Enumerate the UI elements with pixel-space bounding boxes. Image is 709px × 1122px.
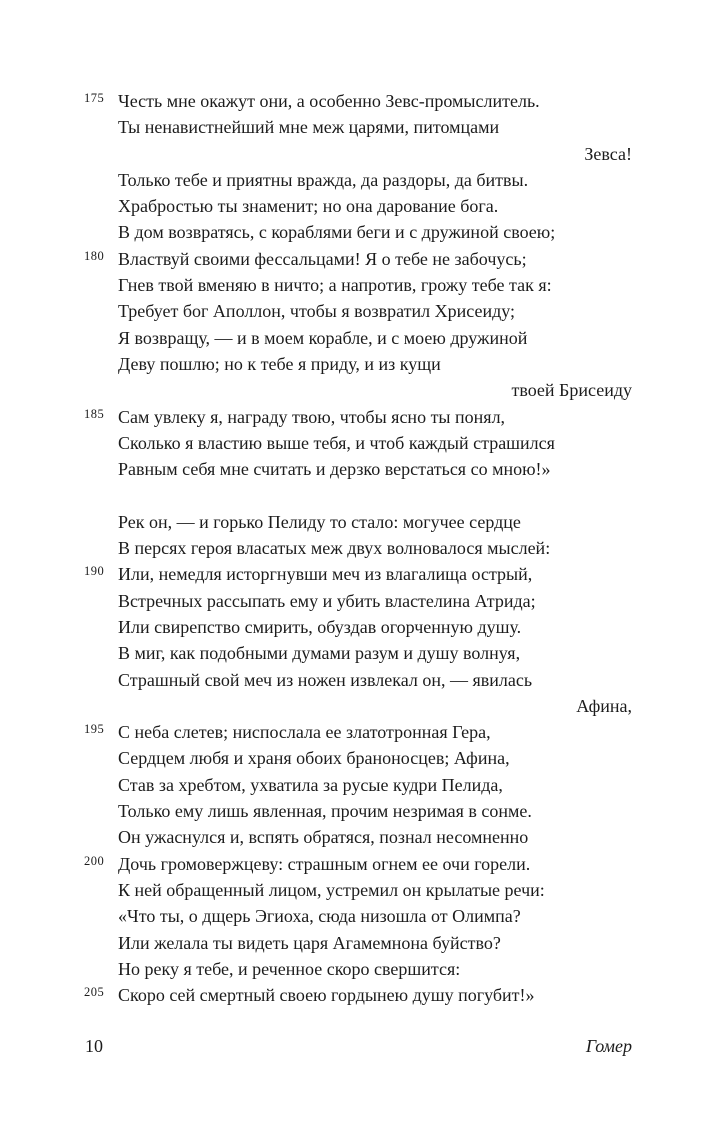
verse-text: Он ужаснулся и, вспять обратяся, познал несомненно <box>118 827 529 848</box>
verse-line <box>118 193 632 219</box>
poem-text-block <box>84 88 632 1008</box>
verse-line <box>84 88 632 114</box>
verse-line <box>118 535 632 561</box>
verse-text: Афина, <box>576 695 632 716</box>
verse-line <box>84 719 632 745</box>
verse-text: В персях героя власатых меж двух волновалося мыслей: <box>118 538 551 559</box>
verse-text: Ты ненавистнейший мне меж царями, питомцами <box>118 117 500 138</box>
verse-text: Гнев твой вменяю в ничто; а напротив, грожу тебе так я: <box>118 275 552 296</box>
verse-line <box>84 561 632 587</box>
verse-text: Но реку я тебе, и реченное скоро свершится: <box>118 958 461 979</box>
verse-text: Или, немедля исторгнувши меч из влагалища острый, <box>118 564 533 585</box>
verse-text: С неба слетев; ниспослала ее златотронная Гера, <box>118 722 491 743</box>
verse-line <box>118 325 632 351</box>
verse-line-number: 180 <box>84 248 105 263</box>
verse-line <box>118 930 632 956</box>
verse-line <box>118 456 632 482</box>
verse-text: Став за хребтом, ухватила за русые кудри Пелида, <box>118 774 503 795</box>
verse-line <box>118 640 632 666</box>
verse-line <box>84 982 632 1008</box>
verse-text: Скоро сей смертный своею гордынею душу погубит!» <box>118 985 535 1006</box>
verse-line <box>84 246 632 272</box>
verse-line-number: 190 <box>84 564 105 579</box>
verse-text: Только тебе и приятны вражда, да раздоры, да битвы. <box>118 169 529 190</box>
verse-text: Страшный свой меч из ножен извлекал он, — явилась <box>118 669 533 690</box>
verse-line <box>118 114 632 140</box>
verse-line <box>118 219 632 245</box>
verse-line <box>118 745 632 771</box>
verse-line <box>118 351 632 377</box>
verse-line <box>118 430 632 456</box>
verse-text: Храбростью ты знаменит; но она дарование бога. <box>118 196 499 217</box>
verse-text: Равным себя мне считать и дерзко верстаться со мною!» <box>118 459 551 480</box>
verse-line <box>118 272 632 298</box>
verse-text: Сердцем любя и храня обоих браноносцев; Афина, <box>118 748 510 769</box>
verse-text: Или желала ты видеть царя Агамемнона буйство? <box>118 932 501 953</box>
verse-text: Или свирепство смирить, обуздав огорченную душу. <box>118 616 522 637</box>
verse-text: Властвуй своими фессальцами! Я о тебе не забочусь; <box>118 248 527 269</box>
verse-text: Встречных рассыпать ему и убить властелина Атрида; <box>118 590 536 611</box>
verse-text: Сколько я властию выше тебя, и чтоб каждый страшился <box>118 432 555 453</box>
verse-line <box>84 851 632 877</box>
verse-line <box>118 877 632 903</box>
verse-line <box>118 956 632 982</box>
verse-text: Дочь громовержцеву: страшным огнем ее очи горели. <box>118 853 531 874</box>
verse-text: В миг, как подобными думами разум и душу волнуя, <box>118 643 521 664</box>
verse-text: Деву пошлю; но к тебе я приду, и из кущи <box>118 353 441 374</box>
verse-line <box>118 509 632 535</box>
verse-text: Сам увлеку я, награду твою, чтобы ясно ты понял, <box>118 406 506 427</box>
stanza-break <box>118 482 632 508</box>
verse-text: Рек он, — и горько Пелиду то стало: могучее сердце <box>118 511 521 532</box>
verse-line <box>118 667 632 693</box>
verse-text: Я возвращу, — и в моем корабле, и с моею дружиной <box>118 327 528 348</box>
verse-text: твоей Брисеиду <box>511 380 632 401</box>
page-number: 10 <box>85 1036 103 1056</box>
verse-line <box>118 693 632 719</box>
verse-line <box>118 824 632 850</box>
verse-line <box>118 903 632 929</box>
verse-line <box>118 588 632 614</box>
verse-line-number: 200 <box>84 853 105 868</box>
verse-line <box>118 377 632 403</box>
verse-line <box>118 141 632 167</box>
verse-line <box>118 298 632 324</box>
verse-line-number: 195 <box>84 722 105 737</box>
verse-line <box>118 798 632 824</box>
verse-text: «Что ты, о дщерь Эгиоха, сюда низошла от Олимпа? <box>118 906 521 927</box>
page-footer <box>85 1036 632 1057</box>
verse-text: В дом возвратясь, с кораблями беги и с дружиной своею; <box>118 222 556 243</box>
verse-line <box>84 404 632 430</box>
verse-line <box>118 167 632 193</box>
verse-text: Честь мне окажут они, а особенно Зевс-промыслитель. <box>118 91 540 111</box>
verse-line-number: 205 <box>84 985 105 1000</box>
verse-text: Требует бог Аполлон, чтобы я возвратил Хрисеиду; <box>118 301 516 322</box>
verse-text: Только ему лишь явленная, прочим незримая в сонме. <box>118 801 532 822</box>
verse-line <box>118 772 632 798</box>
running-footer-author: Гомер <box>585 1036 632 1056</box>
verse-line <box>118 614 632 640</box>
verse-text: Зевса! <box>584 143 632 164</box>
verse-text: К ней обращенный лицом, устремил он крылатые речи: <box>118 879 545 900</box>
verse-line-number: 175 <box>84 91 105 105</box>
verse-line-number: 185 <box>84 406 105 421</box>
